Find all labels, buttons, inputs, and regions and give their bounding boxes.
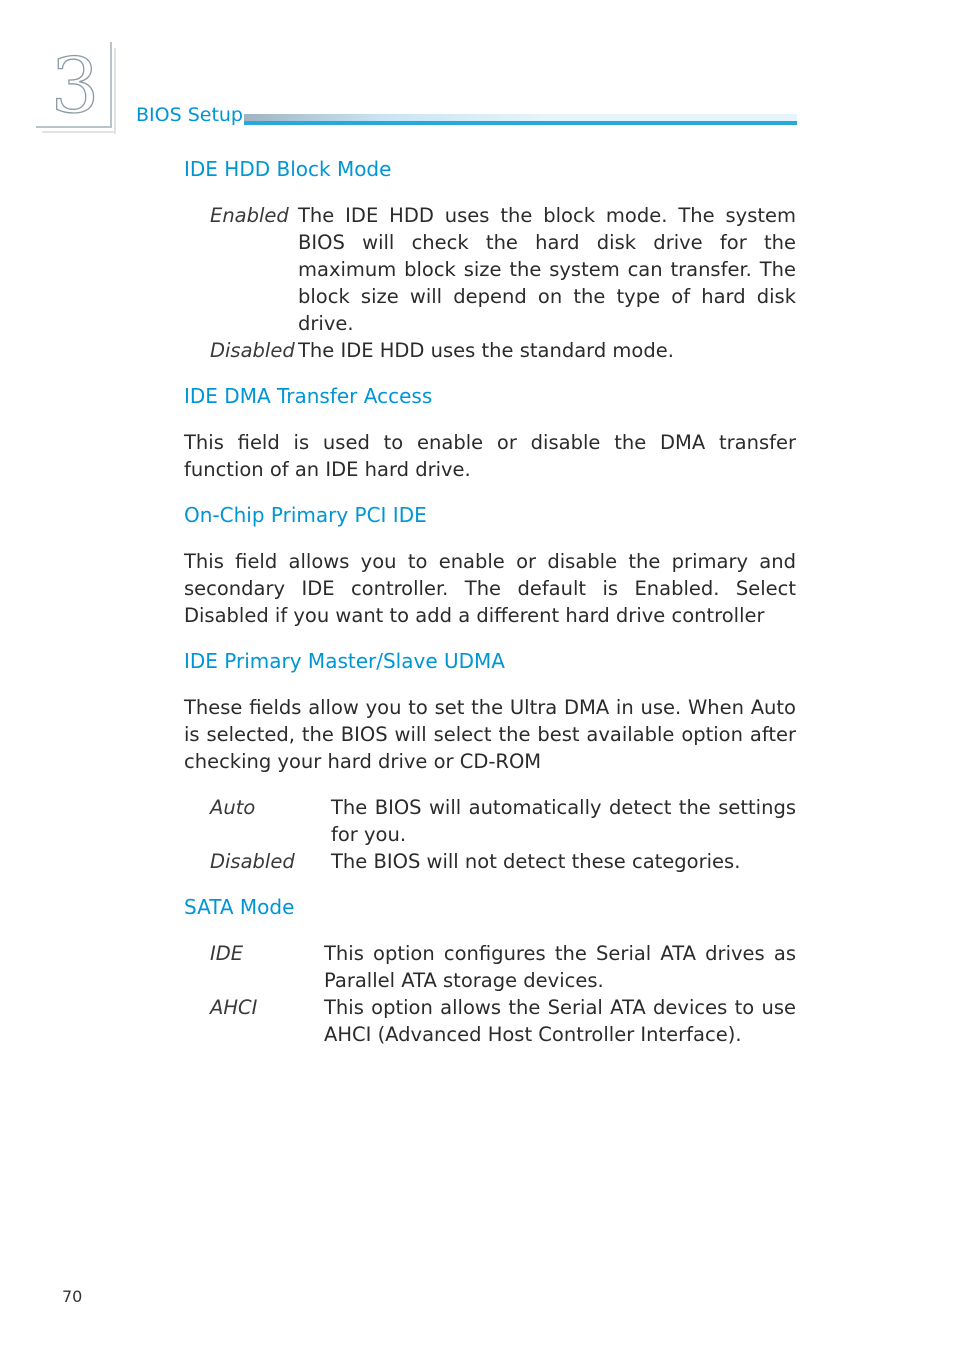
option-row	[210, 940, 796, 994]
heading-sata-mode: SATA Mode	[184, 895, 295, 919]
header-rule	[244, 121, 797, 125]
chapter-number: 3	[50, 41, 100, 130]
page-content	[184, 156, 796, 1048]
option-term: AHCI	[210, 996, 258, 1019]
option-term: Enabled	[210, 204, 289, 227]
heading-ide-hdd-block-mode: IDE HDD Block Mode	[184, 157, 392, 181]
heading-on-chip-primary-pci-ide: On-Chip Primary PCI IDE	[184, 503, 427, 527]
option-row	[210, 202, 796, 337]
option-list	[210, 940, 796, 1048]
section-title: BIOS Setup	[136, 104, 243, 126]
option-description: The BIOS will automatically detect the settings for you.	[331, 796, 796, 846]
option-term: IDE	[210, 942, 244, 965]
option-description: The BIOS will not detect these categories.	[331, 850, 741, 873]
option-term: Auto	[210, 796, 256, 819]
chapter-frame-horizontal-shadow	[42, 131, 116, 133]
option-row	[210, 337, 796, 364]
chapter-frame-vertical	[110, 42, 112, 128]
option-description: This option configures the Serial ATA drives as Parallel ATA storage devices.	[324, 942, 796, 992]
option-term: Disabled	[210, 850, 295, 873]
paragraph: This field is used to enable or disable the DMA transfer function of an IDE hard drive.	[184, 431, 796, 481]
section-ide-primary-master-slave-udma	[184, 648, 796, 875]
section-sata-mode	[184, 894, 796, 1048]
paragraph: This field allows you to enable or disable the primary and secondary IDE controller. The default is Enabled. Select Disabled if you want to add a different hard drive controller	[184, 550, 796, 627]
section-on-chip-primary-pci-ide	[184, 502, 796, 629]
page-number: 70	[62, 1287, 83, 1306]
option-row	[210, 994, 796, 1048]
option-list	[210, 794, 796, 875]
option-description: The IDE HDD uses the block mode. The system BIOS will check the hard disk drive for the maximum block size the system can transfer. The block size will depend on the type of hard disk drive.	[298, 204, 796, 335]
option-description: This option allows the Serial ATA devices to use AHCI (Advanced Host Controller Interface).	[324, 996, 796, 1046]
section-ide-hdd-block-mode	[184, 156, 796, 364]
section-ide-dma-transfer-access	[184, 383, 796, 483]
option-term: Disabled	[210, 339, 295, 362]
heading-ide-dma-transfer-access: IDE DMA Transfer Access	[184, 384, 433, 408]
option-description: The IDE HDD uses the standard mode.	[298, 339, 674, 362]
option-list	[210, 202, 796, 364]
option-row	[210, 794, 796, 848]
chapter-frame-vertical-shadow	[114, 48, 116, 134]
option-row	[210, 848, 796, 875]
paragraph: These fields allow you to set the Ultra DMA in use. When Auto is selected, the BIOS will select the best available option after checking your hard drive or CD-ROM	[184, 696, 796, 773]
heading-ide-primary-master-slave-udma: IDE Primary Master/Slave UDMA	[184, 649, 505, 673]
